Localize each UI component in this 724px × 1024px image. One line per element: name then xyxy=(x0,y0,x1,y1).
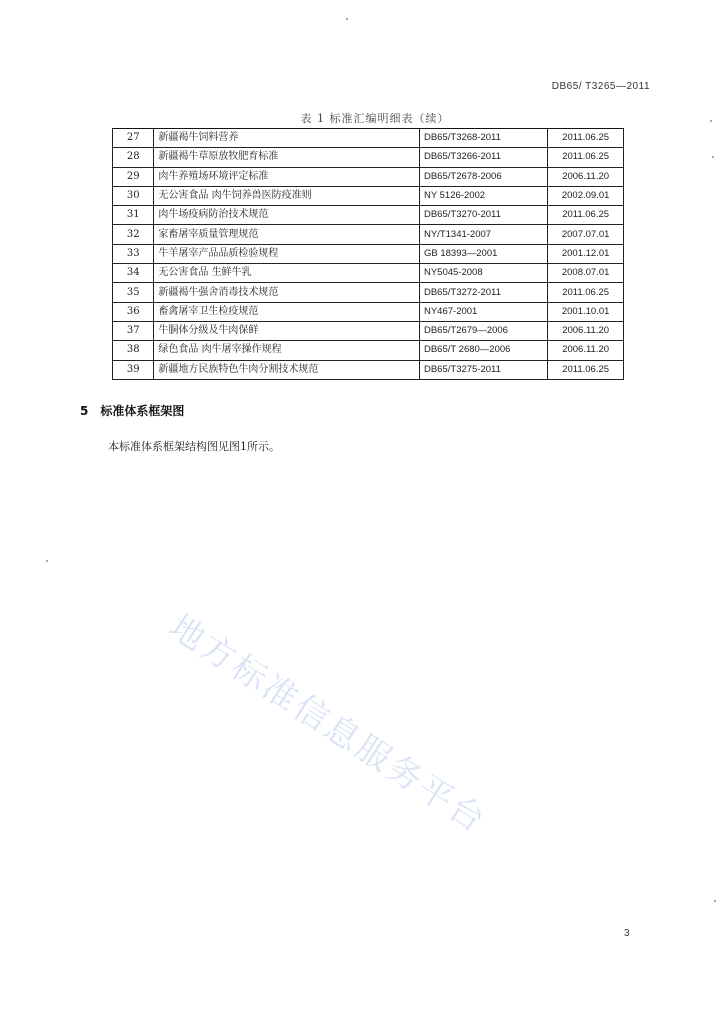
scan-speck xyxy=(712,156,714,158)
standard-name-cell: 新疆褐牛草原放牧肥育标准 xyxy=(154,148,420,167)
standard-name-cell: 牛胴体分级及牛肉保鲜 xyxy=(154,321,420,340)
effective-date-cell: 2006.11.20 xyxy=(548,341,624,360)
table-row xyxy=(113,206,624,225)
standard-code-cell: NY467-2001 xyxy=(419,302,547,321)
table-row xyxy=(113,186,624,205)
table-row xyxy=(113,321,624,340)
page-number: 3 xyxy=(624,928,630,939)
standard-code-cell: NY 5126-2002 xyxy=(419,186,547,205)
standard-name-cell: 畜禽屠宰卫生检疫规范 xyxy=(154,302,420,321)
standard-name-cell: 家畜屠宰质量管理规范 xyxy=(154,225,420,244)
standard-name-cell: 牛羊屠宰产品品质检验规程 xyxy=(154,244,420,263)
standards-table-body xyxy=(113,129,624,380)
standard-code-cell: DB65/T3275-2011 xyxy=(419,360,547,379)
table-row xyxy=(113,225,624,244)
effective-date-cell: 2001.12.01 xyxy=(548,244,624,263)
effective-date-cell: 2008.07.01 xyxy=(548,264,624,283)
row-number-cell: 33 xyxy=(113,244,154,263)
table-row xyxy=(113,283,624,302)
standard-name-cell: 绿色食品 肉牛屠宰操作规程 xyxy=(154,341,420,360)
effective-date-cell: 2011.06.25 xyxy=(548,148,624,167)
row-number-cell: 30 xyxy=(113,186,154,205)
standards-table xyxy=(112,128,624,380)
standard-name-cell: 无公害食品 肉牛饲养兽医防疫准则 xyxy=(154,186,420,205)
standard-code-cell: DB65/T2678-2006 xyxy=(419,167,547,186)
document-code: DB65/ T3265—2011 xyxy=(551,81,650,92)
effective-date-cell: 2002.09.01 xyxy=(548,186,624,205)
scan-speck xyxy=(46,560,48,562)
standard-name-cell: 新疆褐牛饲料营养 xyxy=(154,129,420,148)
table-row xyxy=(113,244,624,263)
standard-code-cell: DB65/T 2680—2006 xyxy=(419,341,547,360)
standard-code-cell: DB65/T3266-2011 xyxy=(419,148,547,167)
effective-date-cell: 2007.07.01 xyxy=(548,225,624,244)
watermark: 地方标准信息服务平台 xyxy=(161,606,494,842)
table-row xyxy=(113,341,624,360)
effective-date-cell: 2011.06.25 xyxy=(548,129,624,148)
table-row xyxy=(113,167,624,186)
row-number-cell: 31 xyxy=(113,206,154,225)
effective-date-cell: 2006.11.20 xyxy=(548,321,624,340)
row-number-cell: 28 xyxy=(113,148,154,167)
effective-date-cell: 2011.06.25 xyxy=(548,206,624,225)
standard-code-cell: DB65/T2679—2006 xyxy=(419,321,547,340)
table-row xyxy=(113,360,624,379)
standard-code-cell: GB 18393—2001 xyxy=(419,244,547,263)
row-number-cell: 36 xyxy=(113,302,154,321)
table-row xyxy=(113,302,624,321)
section-body-text: 本标准体系框架结构图见图1所示。 xyxy=(108,440,280,453)
table-row xyxy=(113,264,624,283)
row-number-cell: 27 xyxy=(113,129,154,148)
row-number-cell: 29 xyxy=(113,167,154,186)
effective-date-cell: 2001.10.01 xyxy=(548,302,624,321)
standard-name-cell: 新疆褐牛强舍消毒技术规范 xyxy=(154,283,420,302)
standard-name-cell: 肉牛场疫病防治技术规范 xyxy=(154,206,420,225)
row-number-cell: 35 xyxy=(113,283,154,302)
table-row xyxy=(113,129,624,148)
effective-date-cell: 2006.11.20 xyxy=(548,167,624,186)
scan-speck xyxy=(710,120,712,122)
scan-speck xyxy=(714,900,716,902)
standard-name-cell: 新疆地方民族特色牛肉分割技术规范 xyxy=(154,360,420,379)
effective-date-cell: 2011.06.25 xyxy=(548,360,624,379)
row-number-cell: 37 xyxy=(113,321,154,340)
row-number-cell: 39 xyxy=(113,360,154,379)
table-row xyxy=(113,148,624,167)
section-title: 标准体系框架图 xyxy=(100,404,185,418)
section-heading xyxy=(80,402,184,419)
row-number-cell: 38 xyxy=(113,341,154,360)
section-number: 5 xyxy=(80,404,89,418)
standard-name-cell: 无公害食品 生鲜牛乳 xyxy=(154,264,420,283)
row-number-cell: 34 xyxy=(113,264,154,283)
standard-code-cell: DB65/T3268-2011 xyxy=(419,129,547,148)
effective-date-cell: 2011.06.25 xyxy=(548,283,624,302)
standard-code-cell: NY5045-2008 xyxy=(419,264,547,283)
standard-code-cell: NY/T1341-2007 xyxy=(419,225,547,244)
standard-code-cell: DB65/T3270-2011 xyxy=(419,206,547,225)
row-number-cell: 32 xyxy=(113,225,154,244)
table-title: 表 1 标准汇编明细表（续） xyxy=(300,112,450,125)
standard-name-cell: 肉牛养殖场环境评定标准 xyxy=(154,167,420,186)
scan-speck xyxy=(346,18,348,20)
standard-code-cell: DB65/T3272-2011 xyxy=(419,283,547,302)
